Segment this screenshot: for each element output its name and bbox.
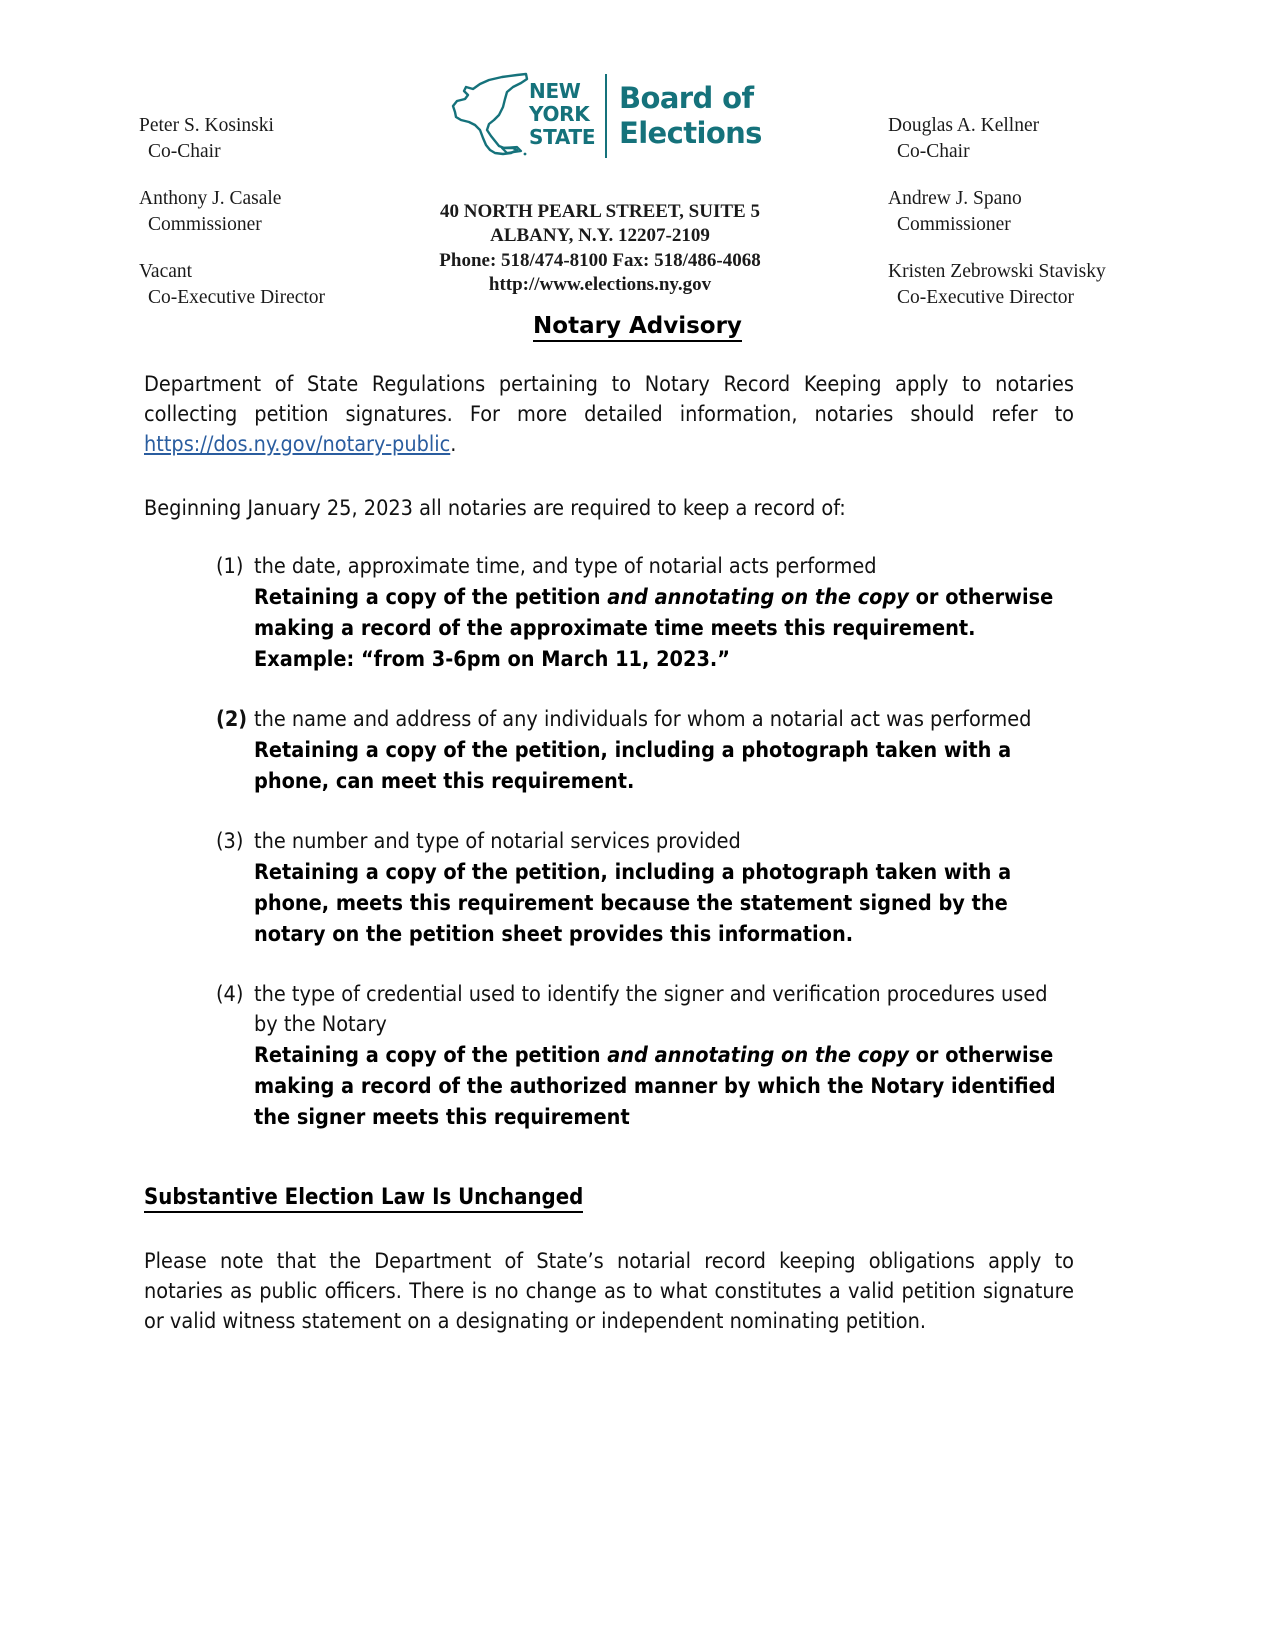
list-item-lead-text: the type of credential used to identify the signer and verification procedures used by the Notary — [254, 982, 1048, 1037]
officer-title: Co-Chair — [148, 140, 221, 162]
closing-paragraph: Please note that the Department of State’s notarial record keeping obligations apply to notaries as public officers. There is no change as to what constitutes a valid petition signature or valid witness statement on a designating or independent nominating petition. — [144, 1249, 1074, 1334]
detail-part-one: Retaining a copy of the petition — [254, 1043, 608, 1068]
list-item-marker: (1) — [216, 554, 244, 579]
logo-line-new: NEW — [529, 79, 581, 103]
detail-part-one: Retaining a copy of the petition, including a photograph taken with a phone, can meet this requirement. — [254, 738, 1012, 794]
logo-new-york-state-text — [529, 80, 595, 149]
officer-title: Co-Executive Director — [148, 286, 326, 308]
officer-name: Vacant — [139, 260, 193, 282]
intro-text-before-link: Department of State Regulations pertaining to Notary Record Keeping apply to notaries collecting petition signatures. For more detailed information, notaries should refer to — [144, 372, 1074, 427]
right-officers-column — [888, 113, 1106, 332]
requirements-list — [144, 552, 1074, 1133]
list-item-lead-text: the number and type of notarial services provided — [254, 829, 741, 854]
letterhead — [0, 0, 1275, 308]
list-item — [216, 980, 1074, 1133]
address-street: 40 NORTH PEARL STREET, SUITE 5 — [440, 201, 760, 222]
detail-italic-phrase: and annotating on the copy — [607, 1043, 909, 1068]
list-item-marker: (2) — [216, 707, 248, 732]
officer-entry — [888, 186, 1106, 238]
logo-line-york: YORK — [529, 102, 590, 126]
intro-paragraph — [144, 370, 1074, 460]
list-item-marker: (4) — [216, 982, 244, 1007]
officer-entry — [139, 113, 325, 165]
officer-entry — [139, 186, 325, 238]
officer-name: Peter S. Kosinski — [139, 115, 274, 136]
address-phone-fax: Phone: 518/474-8100 Fax: 518/486-4068 — [439, 249, 761, 271]
page-title — [0, 313, 1275, 339]
officer-entry — [139, 259, 325, 311]
detail-part-two: or otherwise making a record of the approximate time meets this requirement. Example: “from 3-6pm on March 11, 2023.” — [254, 585, 1054, 672]
officer-title: Commissioner — [148, 213, 262, 235]
detail-part-one: Retaining a copy of the petition — [254, 585, 608, 610]
list-item-marker: (3) — [216, 829, 244, 854]
officer-title: Co-Executive Director — [897, 286, 1075, 308]
address-website: http://www.elections.ny.gov — [488, 273, 712, 295]
nys-board-of-elections-logo — [447, 68, 762, 166]
logo-line-state: STATE — [529, 125, 596, 149]
logo-line-elections: Elections — [619, 116, 762, 150]
list-item — [216, 705, 1074, 797]
left-officers-column — [139, 113, 325, 332]
section-heading — [144, 1183, 1074, 1213]
section-heading-text: Substantive Election Law Is Unchanged — [144, 1185, 583, 1213]
document-body — [144, 370, 1074, 1337]
agency-address-block — [380, 200, 820, 297]
logo-board-of-elections-text — [619, 81, 762, 151]
officer-title: Co-Chair — [897, 140, 970, 162]
detail-italic-phrase: and annotating on the copy — [607, 585, 909, 610]
detail-part-one: Retaining a copy of the petition, including a photograph taken with a phone, meets this requirement because the statement signed by the notary on the petition sheet provides this information. — [254, 860, 1012, 947]
list-item-detail-text — [254, 857, 1074, 950]
lead-in-paragraph: Beginning January 25, 2023 all notaries are required to keep a record of: — [144, 496, 846, 521]
address-city-state-zip: ALBANY, N.Y. 12207-2109 — [490, 225, 710, 247]
logo-line-board-of: Board of — [619, 81, 754, 115]
detail-part-two: or otherwise making a record of the authorized manner by which the Notary identified the signer meets this requirement — [254, 1043, 1056, 1130]
officer-name: Anthony J. Casale — [139, 187, 282, 209]
officer-name: Andrew J. Spano — [888, 187, 1022, 209]
list-item-detail-text — [254, 582, 1074, 675]
officer-title: Commissioner — [897, 213, 1011, 235]
list-item — [216, 827, 1074, 950]
list-item — [216, 552, 1074, 675]
list-item-detail-text — [254, 735, 1074, 797]
notary-public-link[interactable]: https://dos.ny.gov/notary-public — [144, 432, 451, 457]
officer-name: Kristen Zebrowski Stavisky — [888, 260, 1106, 282]
intro-text-after-link: . — [450, 432, 457, 457]
logo-divider — [605, 74, 607, 158]
list-item-lead-text: the date, approximate time, and type of notarial acts performed — [254, 554, 877, 579]
officer-entry — [888, 259, 1106, 311]
list-item-detail-text — [254, 1040, 1074, 1133]
officer-entry — [888, 113, 1106, 165]
officer-name: Douglas A. Kellner — [888, 115, 1040, 136]
page-title-text: Notary Advisory — [533, 313, 742, 342]
list-item-lead-text: the name and address of any individuals for whom a notarial act was performed — [254, 707, 1032, 732]
